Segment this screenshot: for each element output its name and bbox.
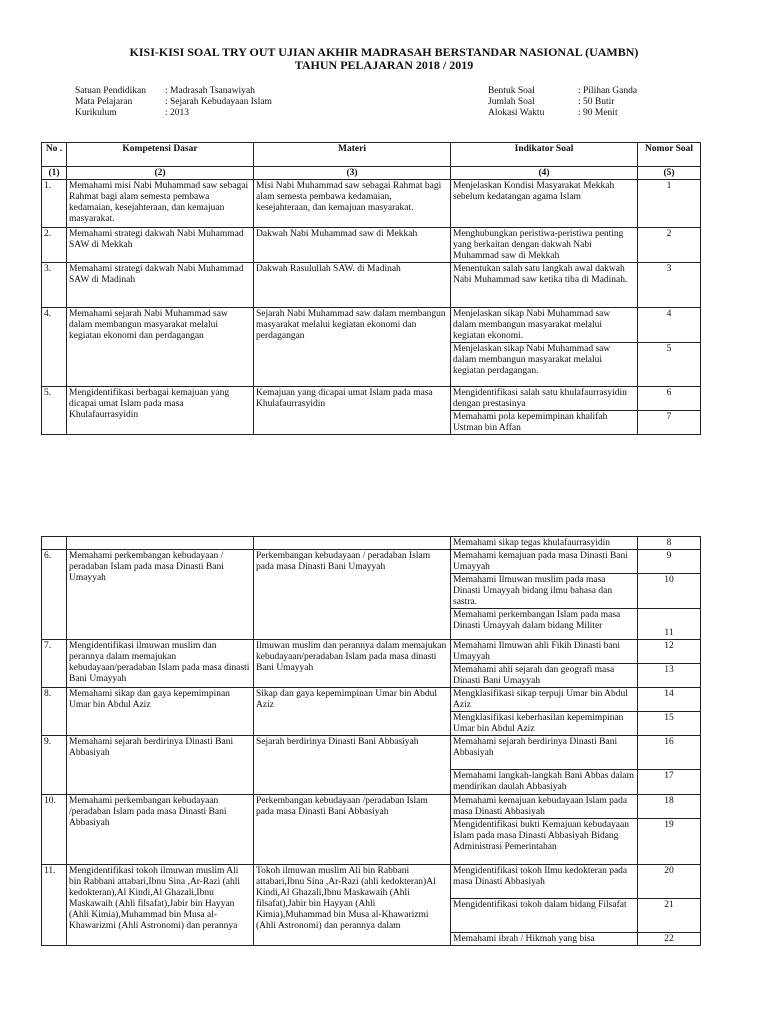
column-number: (1) [42, 167, 67, 180]
kompetensi-dasar-cell: Memahami misi Nabi Muhammad saw sebagai Rahmat bagi alam semesta pembawa kedamaian, kesejahteraan, dan kemajuan masyarakat. [67, 180, 254, 228]
document-subtitle: TAHUN PELAJARAN 2018 / 2019 [294, 58, 474, 72]
kompetensi-dasar-cell: Memahami sikap dan gaya kepemimpinan Umar bin Abdul Aziz [67, 688, 254, 736]
row-number: 6. [42, 550, 67, 640]
row-number: 8. [42, 688, 67, 736]
empty-cell [42, 537, 67, 550]
kompetensi-dasar-cell: Mengidentifikasi berbagai kemajuan yang dicapai umat Islam pada masa Khulafaurrasyidin [67, 387, 254, 435]
materi-cell: Dakwah Rasulullah SAW. di Madinah [254, 263, 451, 308]
kompetensi-dasar-cell: Memahami perkembangan kebudayaan /peradaban Islam pada masa Dinasti Bani Abbasiyah [67, 795, 254, 865]
empty-cell [67, 537, 254, 550]
nomor-soal-cell: 4 [638, 308, 701, 343]
indikator-cell: Memahami ahli sejarah dan geografi masa Dinasti Bani Umayyah [451, 664, 638, 688]
info-right-block [488, 86, 637, 119]
column-number: (4) [451, 167, 638, 180]
indikator-cell: Memahami pola kepemimpinan khalifah Ustman bin Affan [451, 411, 638, 435]
kompetensi-dasar-cell: Memahami sejarah berdirinya Dinasti Bani Abbasiyah [67, 736, 254, 795]
row-number: 7. [42, 640, 67, 688]
row-number: 1. [42, 180, 67, 228]
indikator-cell: Memahami langkah-langkah Bani Abbas dalam mendirikan daulah Abbasiyah [451, 770, 638, 795]
kisi-kisi-table-page2 [41, 536, 701, 946]
nomor-soal-cell: 21 [638, 899, 701, 933]
row-number: 4. [42, 308, 67, 387]
nomor-soal-cell: 1 [638, 180, 701, 228]
indikator-cell: Memahami perkembangan Islam pada masa Dinasti Umayyah dalam bidang Militer [451, 609, 638, 640]
indikator-cell: Memahami sejarah berdirinya Dinasti Bani Abbasiyah [451, 736, 638, 770]
info-label: Bentuk Soal [488, 86, 535, 96]
indikator-cell: Menentukan salah satu langkah awal dakwah Nabi Muhammad saw ketika tiba di Madinah. [451, 263, 638, 308]
nomor-soal-cell: 6 [638, 387, 701, 411]
info-label: Satuan Pendidikan [75, 86, 146, 96]
materi-cell: Ilmuwan muslim dan perannya dalam memajukan kebudayaan/peradaban Islam pada masa dinasti Bani Umayyah [254, 640, 451, 688]
kompetensi-dasar-cell: Memahami sejarah Nabi Muhammad saw dalam membangun masyarakat melalui kegiatan ekonomi dan perdagangan [67, 308, 254, 387]
indikator-cell: Memahami sikap tegas khulafaurrasyidin [451, 537, 638, 550]
info-value: : Pilihan Ganda [578, 86, 638, 96]
row-number: 3. [42, 263, 67, 308]
info-value: : Madrasah Tsanawiyah [165, 86, 255, 96]
info-value: : 2013 [165, 108, 190, 118]
info-label: Jumlah Soal [488, 97, 535, 107]
nomor-soal-cell: 11 [638, 609, 701, 640]
empty-cell [254, 537, 451, 550]
info-label: Mata Pelajaran [75, 97, 133, 107]
column-number: (3) [254, 167, 451, 180]
info-label: Alokasi Waktu [488, 108, 545, 118]
indikator-cell: Mengklasifikasi sikap terpuji Umar bin Abdul Aziz [451, 688, 638, 712]
row-number: 2. [42, 228, 67, 263]
column-number: (5) [638, 167, 701, 180]
info-value: : 50 Butir [578, 97, 615, 107]
indikator-cell: Mengidentifikasi tokoh Ilmu kedokteran pada masa Dinasti Abbasiyah [451, 865, 638, 899]
nomor-soal-cell: 17 [638, 770, 701, 795]
materi-cell: Tokoh ilmuwan muslim Ali bin Rabbani attabari,Ibnu Sina ,Ar-Razi (ahli kedokteran)Al Kindi,Al Ghazali,Ibnu Maskawaih (Ahli filsafat),Jabir bin Hayyan (Ahli Kimia),Muhammad bin Musa al-Khawarizmi (Ahli Astronomi) dan perannya dalam [254, 865, 451, 946]
nomor-soal-cell: 12 [638, 640, 701, 664]
indikator-cell: Memahami ibrah / Hikmah yang bisa [451, 933, 638, 946]
nomor-soal-cell: 14 [638, 688, 701, 712]
indikator-cell: Memahami kemajuan pada masa Dinasti Bani Umayyah [451, 550, 638, 574]
info-value: : 90 Menit [578, 108, 618, 118]
materi-cell: Perkembangan kebudayaan / peradaban Islam pada masa Dinasti Bani Umayyah [254, 550, 451, 640]
indikator-cell: Memahami kemajuan kebudayaan Islam pada masa Dinasti Abbasiyah [451, 795, 638, 819]
info-value: : Sejarah Kebudayaan Islam [165, 97, 272, 107]
nomor-soal-cell: 20 [638, 865, 701, 899]
indikator-cell: Memahami Ilmuwan ahli Fikih Dinasti bani Umayyah [451, 640, 638, 664]
materi-cell: Sejarah berdirinya Dinasti Bani Abbasiyah [254, 736, 451, 795]
materi-cell: Sejarah Nabi Muhammad saw dalam membangun masyarakat melalui kegiatan ekonomi dan perdagangan [254, 308, 451, 387]
info-label: Kurikulum [75, 108, 117, 118]
nomor-soal-cell: 8 [638, 537, 701, 550]
nomor-soal-cell: 16 [638, 736, 701, 770]
indikator-cell: Mengidentifikasi tokoh dalam bidang Filsafat [451, 899, 638, 933]
indikator-cell: Mengklasifikasi keberhasilan kepemimpinan Umar bin Abdul Aziz [451, 712, 638, 736]
row-number: 9. [42, 736, 67, 795]
kompetensi-dasar-cell: Memahami strategi dakwah Nabi Muhammad SAW di Mekkah [67, 228, 254, 263]
kompetensi-dasar-cell: Mengidentifikasi tokoh ilmuwan muslim Ali bin Rabbani attabari,Ibnu Sina ,Ar-Razi (ahli kedokteran),Al Kindi,Al Ghazali,Ibnu Maskawaih (Ahli filsafat),Jabir bin Hayyan (Ahli Kimia),Muhammad bin Musa al-Khawarizmi (Ahli Astronomi) dan perannya [67, 865, 254, 946]
nomor-soal-cell: 7 [638, 411, 701, 435]
nomor-soal-cell: 22 [638, 933, 701, 946]
kisi-kisi-table-page1 [41, 142, 701, 435]
nomor-soal-cell: 13 [638, 664, 701, 688]
header-nomor-soal: Nomor Soal [638, 143, 701, 167]
indikator-cell: Memahami Ilmuwan muslim pada masa Dinasti Umayyah bidang ilmu bahasa dan sastra. [451, 574, 638, 609]
row-number: 5. [42, 387, 67, 435]
nomor-soal-cell: 9 [638, 550, 701, 574]
indikator-cell: Menghubungkan peristiwa-peristiwa penting yang berkaitan dengan dakwah Nabi Muhammad saw di Mekkah [451, 228, 638, 263]
indikator-cell: Menjelaskan sikap Nabi Muhammad saw dalam membangun masyarakat melalui kegiatan ekonomi. [451, 308, 638, 343]
materi-cell: Misi Nabi Muhammad saw sebagai Rahmat bagi alam semesta pembawa kedamaian, kesejahteraan, dan kemajuan masyarakat. [254, 180, 451, 228]
nomor-soal-cell: 3 [638, 263, 701, 308]
header-no: No . [42, 143, 67, 167]
header-materi: Materi [254, 143, 451, 167]
nomor-soal-cell: 2 [638, 228, 701, 263]
document-title: KISI-KISI SOAL TRY OUT UJIAN AKHIR MADRASAH BERSTANDAR NASIONAL (UAMBN) [129, 45, 639, 59]
materi-cell: Sikap dan gaya kepemimpinan Umar bin Abdul Aziz [254, 688, 451, 736]
indikator-cell: Menjelaskan Kondisi Masyarakat Mekkah sebelum kedatangan agama Islam [451, 180, 638, 228]
kompetensi-dasar-cell: Memahami perkembangan kebudayaan / peradaban Islam pada masa Dinasti Bani Umayyah [67, 550, 254, 640]
materi-cell: Perkembangan kebudayaan /peradaban Islam pada masa Dinasti Bani Abbasiyah [254, 795, 451, 865]
header-kompetensi-dasar: Kompetensi Dasar [67, 143, 254, 167]
indikator-cell: Mengidentifikasi bukti Kemajuan kebudayaan Islam pada masa Dinasti Abbasiyah Bidang Administrasi Pemerintahan [451, 819, 638, 865]
nomor-soal-cell: 19 [638, 819, 701, 865]
materi-cell: Kemajuan yang dicapai umat Islam pada masa Khulafaurrasyidin [254, 387, 451, 435]
nomor-soal-cell: 18 [638, 795, 701, 819]
indikator-cell: Menjelaskan sikap Nabi Muhammad saw dalam membangun masyarakat melalui kegiatan perdagangan. [451, 343, 638, 387]
column-number: (2) [67, 167, 254, 180]
nomor-soal-cell: 15 [638, 712, 701, 736]
indikator-cell: Mengidentifikasi salah satu khulafaurrasyidin dengan prestasinya [451, 387, 638, 411]
materi-cell: Dakwah Nabi Muhammad saw di Mekkah [254, 228, 451, 263]
nomor-soal-cell: 5 [638, 343, 701, 387]
kompetensi-dasar-cell: Memahami strategi dakwah Nabi Muhammad SAW di Madinah [67, 263, 254, 308]
info-left-block [75, 86, 272, 119]
row-number: 11. [42, 865, 67, 946]
kompetensi-dasar-cell: Mengidentifikasi ilmuwan muslim dan perannya dalam memajukan kebudayaan/peradaban Islam pada masa dinasti Bani Umayyah [67, 640, 254, 688]
row-number: 10. [42, 795, 67, 865]
nomor-soal-cell: 10 [638, 574, 701, 609]
header-indikator-soal: Indikator Soal [451, 143, 638, 167]
